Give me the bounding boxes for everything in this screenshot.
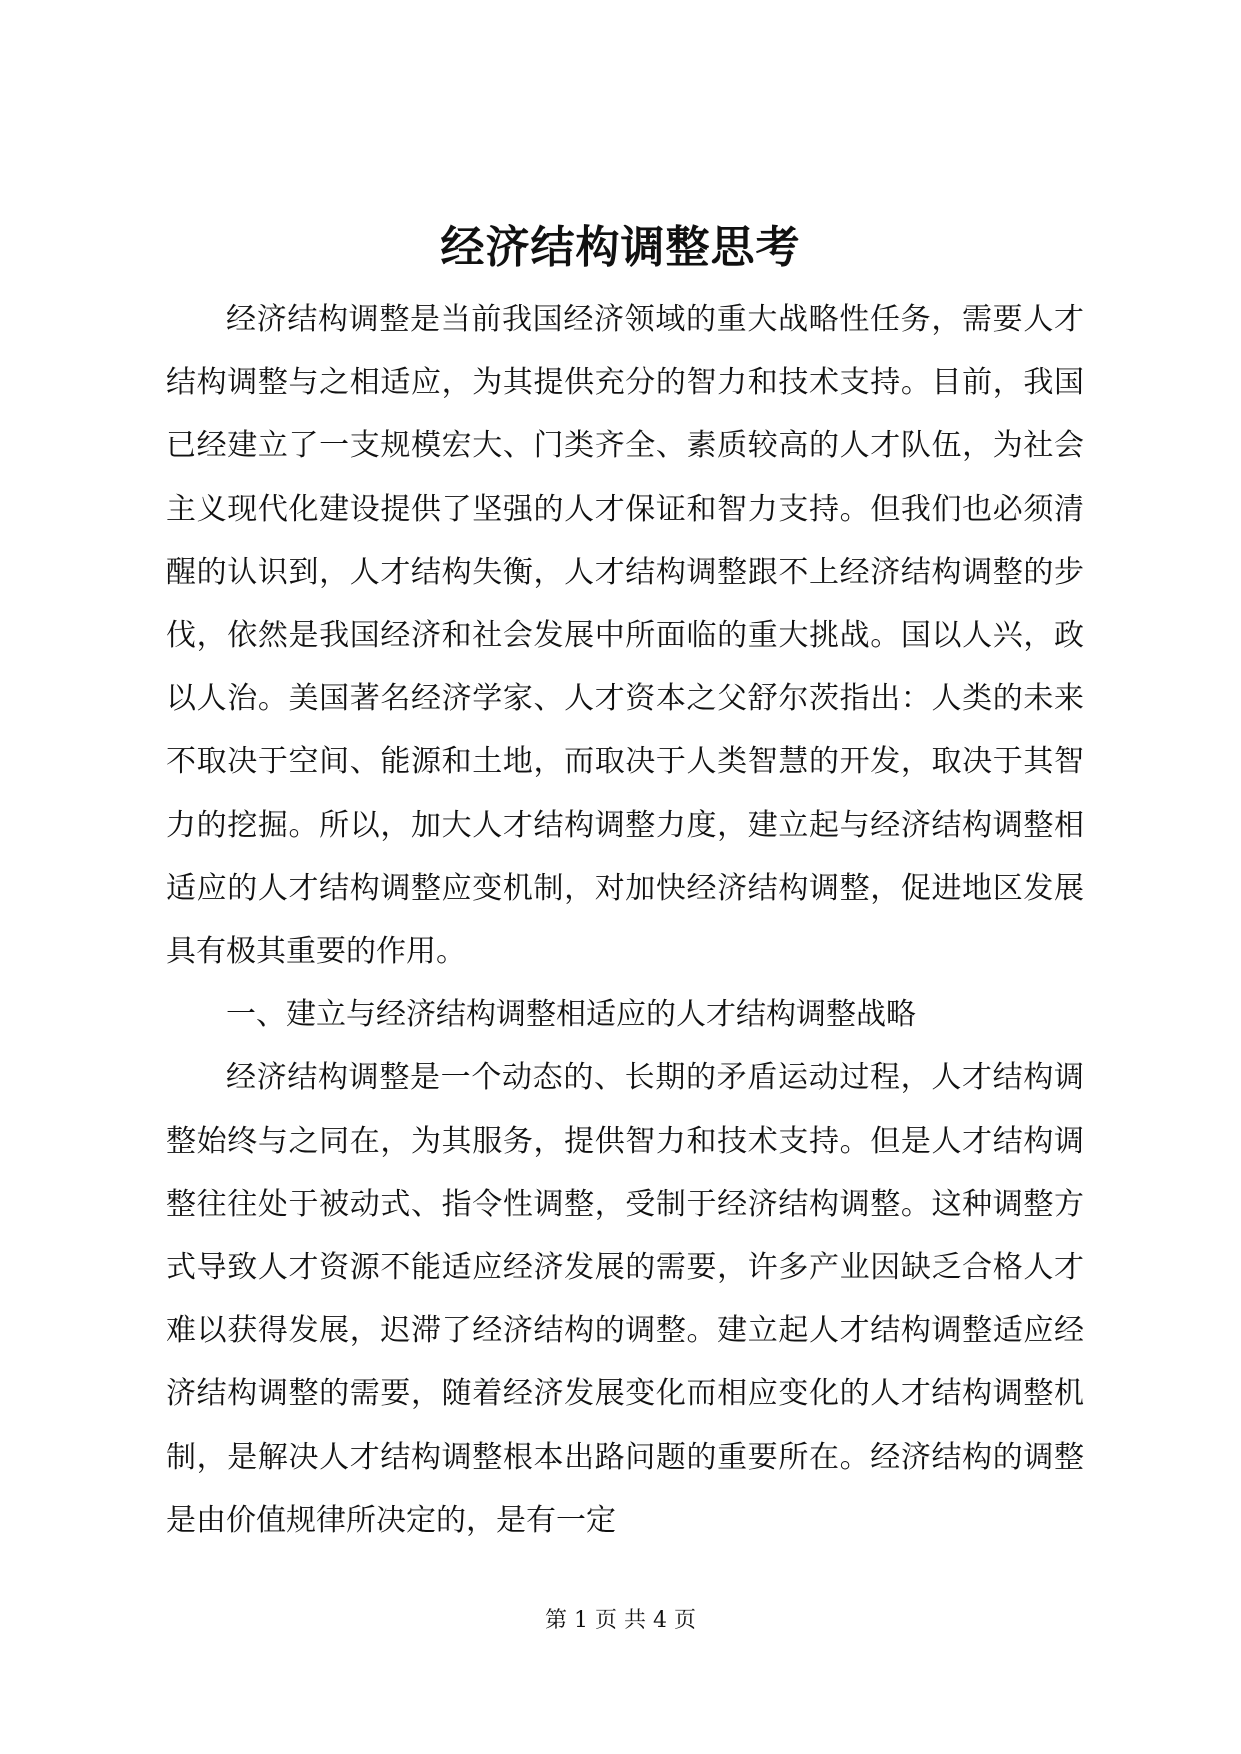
document-title: 经济结构调整思考 <box>440 222 801 273</box>
document-body <box>166 288 1084 1552</box>
section-heading-1: 一、建立与经济结构调整相适应的人才结构调整战略 <box>226 997 916 1033</box>
paragraph-intro: 经济结构调整是当前我国经济领域的重大战略性任务，需要人才结构调整与之相适应，为其提供充分的智力和技术支持。目前，我国已经建立了一支规模宏大、门类齐全、素质较高的人才队伍，为社会主义现代化建设提供了坚强的人才保证和智力支持。但我们也必须清醒的认识到，人才结构失衡，人才结构调整跟不上经济结构调整的步伐，依然是我国经济和社会发展中所面临的重大挑战。国以人兴，政以人治。美国著名经济学家、人才资本之父舒尔茨指出：人类的未来不取决于空间、能源和土地，而取决于人类智慧的开发，取决于其智力的挖掘。所以，加大人才结构调整力度，建立起与经济结构调整相适应的人才结构调整应变机制，对加快经济结构调整，促进地区发展具有极其重要的作用。 <box>166 302 1084 970</box>
paragraph-section-1: 经济结构调整是一个动态的、长期的矛盾运动过程，人才结构调整始终与之同在，为其服务，提供智力和技术支持。但是人才结构调整往往处于被动式、指令性调整，受制于经济结构调整。这种调整方式导致人才资源不能适应经济发展的需要，许多产业因缺乏合格人才难以获得发展，迟滞了经济结构的调整。建立起人才结构调整适应经济结构调整的需要，随着经济发展变化而相应变化的人才结构调整机制，是解决人才结构调整根本出路问题的重要所在。经济结构的调整是由价值规律所决定的，是有一定 <box>166 1060 1084 1538</box>
page-footer: 第 1 页 共 4 页 <box>545 1608 696 1633</box>
